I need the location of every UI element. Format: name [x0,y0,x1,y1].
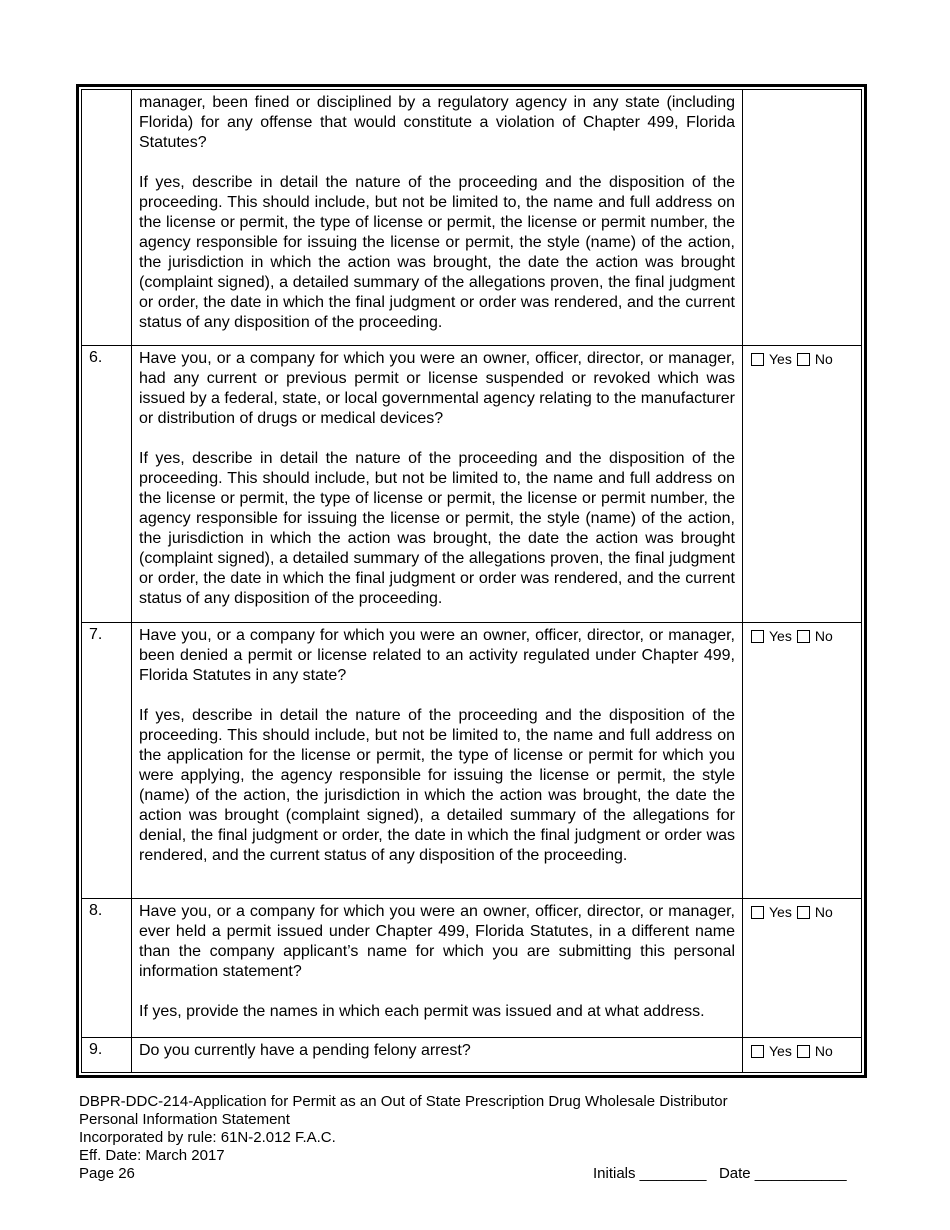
item-text [132,623,743,899]
item-detail: If yes, provide the names in which each permit was issued and at what address. [139,1003,705,1020]
item-text [132,899,743,1038]
no-label: No [814,351,833,367]
initials-date-line [593,1165,847,1183]
item-number: 8. [82,899,132,1038]
initials-field[interactable]: Initials ________ [593,1165,707,1182]
answer-cell [743,1038,862,1073]
table-row [82,623,862,899]
item-question: Do you currently have a pending felony arrest? [139,1042,471,1059]
item-question: Have you, or a company for which you were an owner, officer, director, or manager, had any current or previous permit or license suspended or revoked which was issued by a federal, state, or local governmental agency relating to the manufacturer or distribution of drugs or medical devices? [139,350,735,427]
item-detail: If yes, describe in detail the nature of the proceeding and the disposition of the proceeding. This should include, but not be limited to, the name and full address on the license or permit, the type of license or permit, the license or permit number, the agency responsible for issuing the license or permit, the style (name) of the action, the jurisdiction in which the action was brought, the date the action was brought (complaint signed), a detailed summary of the allegations proven, the final judgment or order, the date in which the final judgment or order was rendered, and the current status of any disposition of the proceeding. [139,174,735,331]
yes-label: Yes [769,1043,792,1059]
item-detail: If yes, describe in detail the nature of the proceeding and the disposition of the proceeding. This should include, but not be limited to, the name and full address on the application for the license or permit, the type of license or permit for which you were applying, the agency responsible for issuing the license or permit, the style (name) of the action, the jurisdiction in which the action was brought, the date the action was brought (complaint signed), a detailed summary of the allegations for denial, the final judgment or order, the date in which the final judgment or order was rendered, and the current status of any disposition of the proceeding. [139,707,735,864]
rule-line: Incorporated by rule: 61N-2.012 F.A.C. [79,1129,336,1146]
answer-cell [743,899,862,1038]
yes-label: Yes [769,351,792,367]
page-number: Page 26 [79,1165,135,1182]
item-text [132,346,743,623]
no-label: No [814,1043,833,1059]
item-question: manager, been fined or disciplined by a regulatory agency in any state (including Florida) for any offense that would constitute a violation of Chapter 499, Florida Statutes? [139,94,735,151]
yes-no-choice [751,626,833,646]
yes-label: Yes [769,904,792,920]
effective-date-line: Eff. Date: March 2017 [79,1147,225,1164]
form-subtitle-line: Personal Information Statement [79,1111,290,1128]
yes-checkbox[interactable] [751,630,764,643]
no-checkbox[interactable] [797,1045,810,1058]
answer-cell [743,346,862,623]
yes-no-choice [751,1041,833,1061]
item-number: 7. [82,623,132,899]
answer-cell [743,623,862,899]
item-number [82,90,132,346]
item-number: 9. [82,1038,132,1073]
item-text [132,1038,743,1073]
yes-checkbox[interactable] [751,906,764,919]
item-text [132,90,743,346]
item-question: Have you, or a company for which you were an owner, officer, director, or manager, ever held a permit issued under Chapter 499, Florida Statutes, in a different name than the company applicant’s name for which you are submitting this personal information statement? [139,903,735,980]
yes-no-choice [751,349,833,369]
answer-cell-empty [743,90,862,346]
yes-checkbox[interactable] [751,353,764,366]
item-detail: If yes, describe in detail the nature of the proceeding and the disposition of the proceeding. This should include, but not be limited to, the name and full address on the license or permit, the type of license or permit, the license or permit number, the agency responsible for issuing the license or permit, the style (name) of the action, the jurisdiction in which the action was brought, the date the action was brought (complaint signed), a detailed summary of the allegations proven, the final judgment or order, the date in which the final judgment or order was rendered, and the current status of any disposition of the proceeding. [139,450,735,607]
no-checkbox[interactable] [797,630,810,643]
yes-checkbox[interactable] [751,1045,764,1058]
table-row [82,346,862,623]
yes-label: Yes [769,628,792,644]
question-table [81,89,862,1073]
no-label: No [814,628,833,644]
table-row [82,90,862,346]
item-question: Have you, or a company for which you were an owner, officer, director, or manager, been denied a permit or license related to an activity regulated under Chapter 499, Florida Statutes in any state? [139,627,735,684]
no-checkbox[interactable] [797,906,810,919]
no-checkbox[interactable] [797,353,810,366]
no-label: No [814,904,833,920]
yes-no-choice [751,902,833,922]
table-row [82,899,862,1038]
question-table-frame [76,84,867,1078]
item-number: 6. [82,346,132,623]
form-title-line: DBPR-DDC-214-Application for Permit as an Out of State Prescription Drug Wholesale Distributor [79,1093,728,1110]
table-row [82,1038,862,1073]
date-field[interactable]: Date ___________ [718,1165,847,1182]
